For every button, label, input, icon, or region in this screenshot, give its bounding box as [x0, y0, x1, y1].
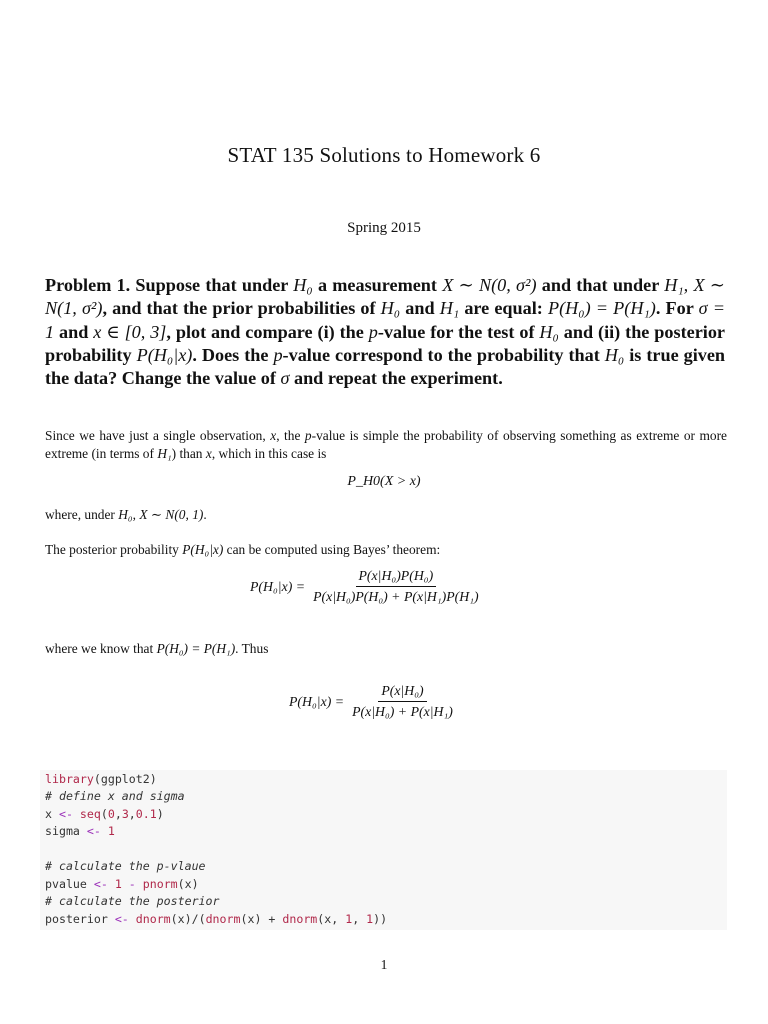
paragraph-under-h0: where, under H₀, X ∼ N(0, 1).: [45, 507, 207, 522]
equation-posterior-simplified: P(H₀|x) = $\frac{\text{P(x|H₀)}}{\text{P(x|H₀) + P(x|H₁)}}$: [289, 683, 456, 720]
code-line-9: posterior <- dnorm(x)/(dnorm(x) + dnorm(x, 1, 1)): [45, 912, 388, 926]
code-line-8: # calculate the posterior: [45, 894, 220, 908]
code-block: [40, 770, 727, 930]
document-date: Spring 2015: [347, 220, 421, 236]
page-number: 1: [380, 957, 388, 972]
fraction-denominator: P(x|H₀) + P(x|H₁): [352, 704, 453, 719]
fraction: [310, 568, 482, 605]
fraction: [349, 683, 456, 720]
paragraph-pvalue-explanation: Since we have just a single observation, x, the p-value is simple the probability of observing something as extreme or more extreme (in terms of H₁) than x, which in this case is: [45, 428, 727, 461]
fraction-numerator: P(x|H₀)P(H₀): [356, 568, 437, 587]
equation-pvalue: P_H0(X > x): [347, 474, 421, 489]
fraction-numerator: P(x|H₀): [378, 683, 426, 702]
code-line-6: # calculate the p-vlaue: [45, 859, 206, 873]
paragraph-posterior-intro: The posterior probability P(H₀|x) can be computed using Bayes’ theorem:: [45, 542, 441, 557]
problem-label: Problem 1.: [45, 275, 131, 295]
paragraph-equal-priors: where we know that P(H₀) = P(H₁). Thus: [45, 641, 269, 656]
fraction-denominator: P(x|H₀)P(H₀) + P(x|H₁)P(H₁): [313, 589, 479, 604]
code-line-7: pvalue <- 1 - pnorm(x): [45, 877, 199, 891]
problem-statement: Problem 1. Suppose that under H₀ a measurement X ∼ N(0, σ²) and that under H₁, X ∼ N(1, σ²), and that the prior probabilities of H₀ and H₁ are equal: P(H₀) = P(H₁). For σ = 1 and x ∈ [0, 3], plot and compare (i) the p-value for the test of H₀ and (ii) the posterior probability P(H₀|x). Does the p-value correspond to the probability that H₀ is true given the data? Change the value of σ and repeat the experiment.: [45, 275, 726, 389]
code-line-3: x <- seq(0,3,0.1): [45, 807, 164, 821]
code-line-1: library(ggplot2): [45, 772, 157, 786]
code-line-2: # define x and sigma: [45, 789, 185, 803]
code-line-4: sigma <- 1: [45, 824, 115, 838]
equation-bayes-theorem: P(H₀|x) = $\frac{\text{P(x|H₀)P(H₀)}}{\text{P(x|H₀)P(H₀) + P(x|H₁)P(H₁)}}$: [250, 568, 482, 605]
document-title: STAT 135 Solutions to Homework 6: [227, 143, 541, 167]
